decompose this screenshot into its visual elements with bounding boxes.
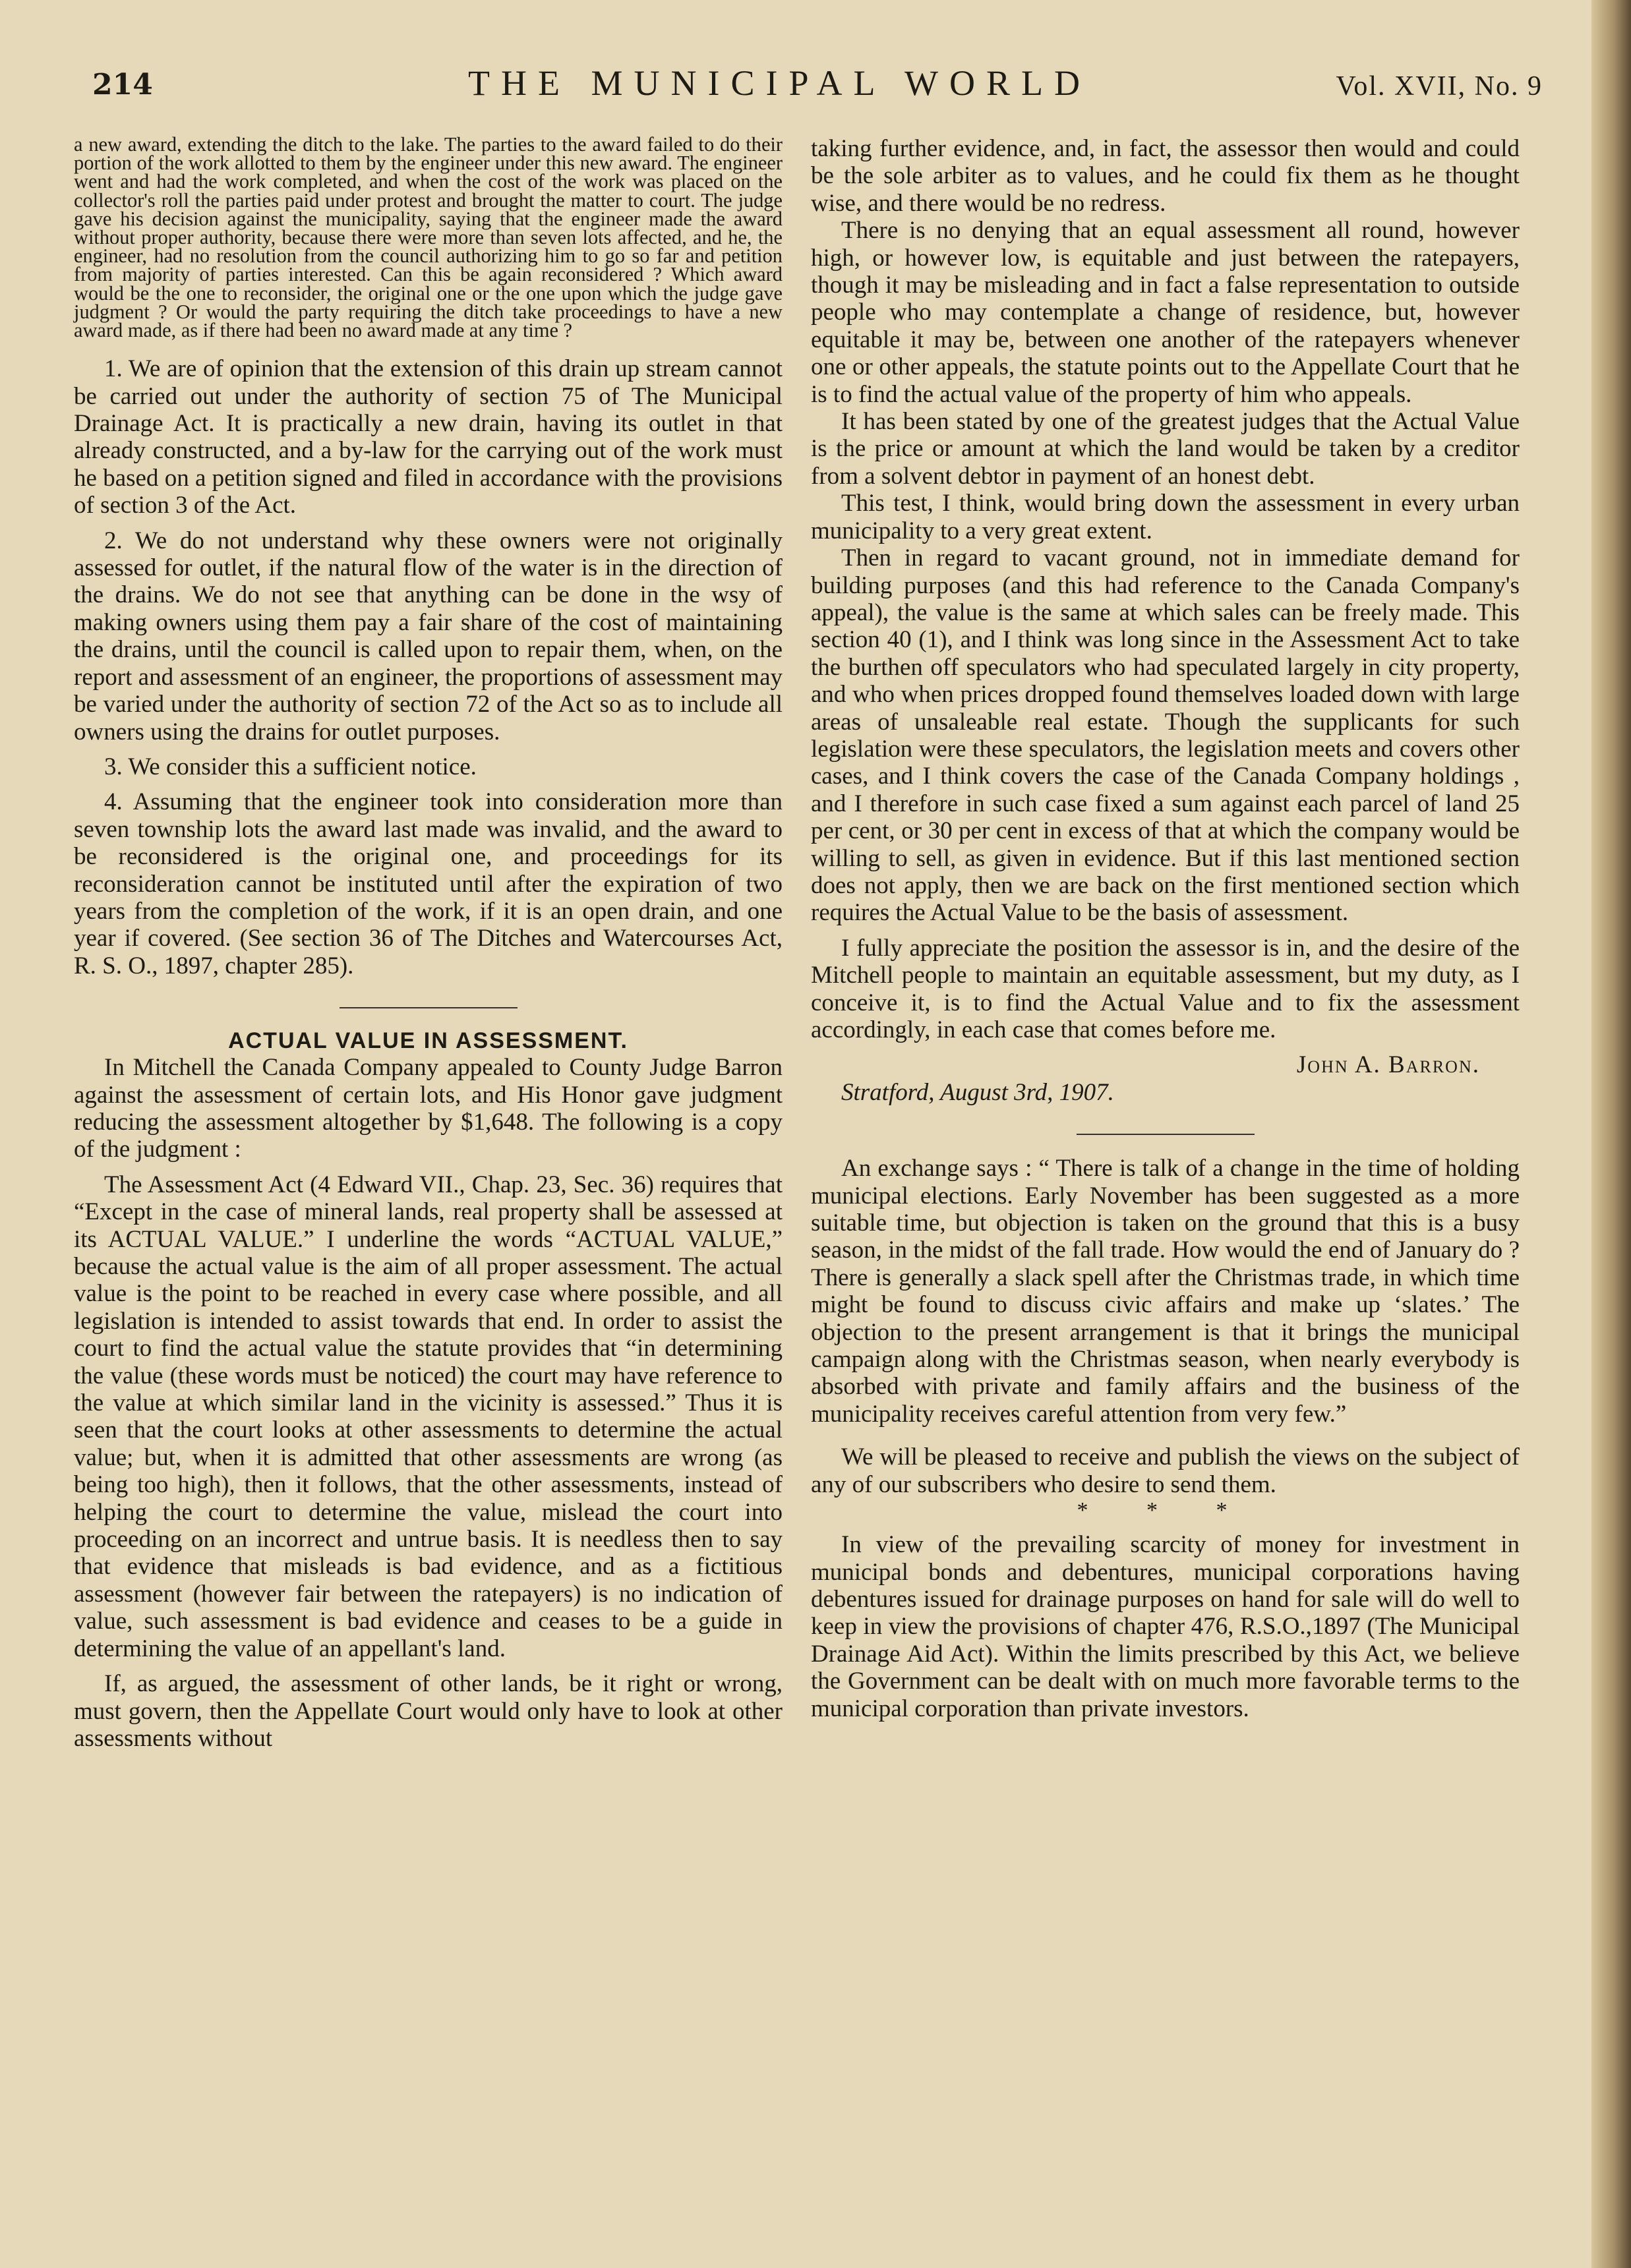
section-divider-right bbox=[1077, 1134, 1255, 1135]
judgment-paragraph-4: It has been stated by one of the greatest judges that the Actual Value is the price or amount at which the land would be taken by a creditor from a solvent debtor in payment of an honest debt. bbox=[811, 408, 1520, 490]
judgment-paragraph-2: If, as argued, the assessment of other lands, be it right or wrong, must govern, then the Appellate Court would only have to look at other assessments without bbox=[74, 1670, 783, 1752]
views-paragraph: We will be pleased to receive and publish the views on the subject of any of our subscribers who desire to send them. bbox=[811, 1443, 1520, 1498]
judgment-continuation: taking further evidence, and, in fact, the assessor then would and could be the sole arbiter as to values, and he could fix them as he thought wise, and there would be no redress. bbox=[811, 135, 1520, 217]
question-text: a new award, extending the ditch to the lake. The parties to the award failed to do their portion of the work allotted to them by the engineer under this new award. The engineer went and had the work completed, and when the cost of the work was placed on the collector's roll the parties paid under protest and brought the matter to court. The judge gave his decision against the municipality, saying that the engineer made the award without proper authority, because there were more than seven lots affected, and he, the engineer, had no resolution from the council authorizing him to go so far and petition from majority of parties interested. Can this be again reconsidered ? Which award would be the one to reconsider, the original one or the one upon which the judge gave judgment ? Or would the party requiring the ditch take proceedings to have a new award made, as if there had been no award made at any time ? bbox=[74, 133, 783, 342]
article-intro: In Mitchell the Canada Company appealed to County Judge Barron against the assessment of certain lots, and His Honor gave judgment reducing the assessment altogether by $1,648. The following is a copy of the judgment : bbox=[74, 1054, 783, 1163]
judgment-paragraph-5: This test, I think, would bring down the assessment in every urban municipality to a very great extent. bbox=[811, 490, 1520, 544]
left-column bbox=[74, 135, 783, 1752]
judgment-paragraph-7: I fully appreciate the position the assessor is in, and the desire of the Mitchell people to maintain an equitable assessment, but my duty, as I conceive it, is to find the Actual Value and to fix the assessment accordingly, in each case that comes before me. bbox=[811, 934, 1520, 1043]
answer-1: 1. We are of opinion that the extension of this drain up stream cannot be carried out under the authority of section 75 of The Municipal Drainage Act. It is practically a new drain, having its outlet in that already constructed, and a by-law for the carrying out of the work must he based on a petition signed and filed in accordance with the provisions of section 3 of the Act. bbox=[74, 355, 783, 519]
section-divider bbox=[340, 1007, 518, 1008]
signature: John A. Barron. bbox=[1296, 1051, 1480, 1079]
judgment-paragraph-3: There is no denying that an equal assessment all round, however high, or however low, is equitable and just between the ratepayers, though it may be misleading and in fact a false representation to outside people who may contemplate a change of residence, but, however equitable it may be, between one another of the ratepayers whenever one or other appeals, the statute points out to the Appellate Court that he is to find the actual value of the property of him who appeals. bbox=[811, 217, 1520, 408]
answer-4: 4. Assuming that the engineer took into consideration more than seven township lots the award last made was invalid, and the award to be reconsidered is the original one, and proceedings for its reconsideration cannot be instituted until after the expiration of two years from the completion of the work, if it is an open drain, and one year if covered. (See section 36 of The Ditches and Watercourses Act, R. S. O., 1897, chapter 285). bbox=[74, 788, 783, 979]
drainage-paragraph: In view of the prevailing scarcity of money for investment in municipal bonds and debentures, municipal corporations having debentures issued for drainage purposes on hand for sale will do well to keep in view the provisions of chapter 476, R.S.O.,1897 (The Municipal Drainage Aid Act). Within the limits prescribed by this Act, we believe the Government can be dealt with on much more favorable terms to the municipal corporation than private investors. bbox=[811, 1531, 1520, 1722]
answer-2: 2. We do not understand why these owners were not originally assessed for outlet, if the natural flow of the water is in the direction of the drains. We do not see that anything can be done in the wsy of making owners using them pay a fair share of the cost of maintaining the drains, until the council is called upon to repair them, when, on the report and assessment of an engineer, the proportions of assessment may be varied under the authority of section 72 of the Act so as to include all owners using the drains for outlet purposes. bbox=[74, 527, 783, 745]
page-header bbox=[92, 63, 1543, 115]
right-column bbox=[811, 135, 1520, 1722]
volume-issue: Vol. XVII, No. 9 bbox=[1336, 71, 1543, 102]
exchange-paragraph: An exchange says : “ There is talk of a change in the time of holding municipal elections. Early November has been suggested as a more suitable time, but objection is taken on the ground that this is a busy season, in the midst of the fall trade. How would the end of January do ? There is generally a slack spell after the Christmas trade, in which time might be found to discuss civic affairs and make up ‘slates.’ The objection to the present arrangement is that it brings the municipal campaign along with the Christmas season, when nearly everybody is absorbed with private and family affairs and the business of the municipality receives careful attention from very few.” bbox=[811, 1155, 1520, 1428]
publication-title: THE MUNICIPAL WORLD bbox=[468, 63, 1092, 103]
page-binding-shadow bbox=[1591, 0, 1631, 2268]
answer-3: 3. We consider this a sufficient notice. bbox=[104, 753, 477, 780]
judgment-paragraph-1: The Assessment Act (4 Edward VII., Chap. 23, Sec. 36) requires that “Except in the case of mineral lands, real property shall be assessed at its ACTUAL VALUE.” I underline the words “ACTUAL VALUE,” because the actual value is the aim of all proper assessment. The actual value is the point to be reached in every case where possible, and all legislation is intended to assist towards that end. In order to assist the court to find the actual value the statute provides that “in determining the value (these words must be noticed) the court may have reference to the value at which similar land in the vicinity is assessed.” Thus it is seen that the court looks at other assessments to determine the actual value; but, when it is admitted that other assessments are wrong (as being too high), then it follows, that the other assessments, instead of helping the court to determine the value, mislead the court into proceeding on an incorrect and untrue basis. It is needless then to say that evidence that misleads is bad evidence, and as a fictitious assessment (however fair between the ratepayers) is no indication of value, such assessment is bad evidence and ceases to be a guide in determining the value of an appellant's land. bbox=[74, 1171, 783, 1662]
article-heading: ACTUAL VALUE IN ASSESSMENT. bbox=[228, 1028, 628, 1054]
dateline: Stratford, August 3rd, 1907. bbox=[841, 1078, 1114, 1106]
asterism: * * * bbox=[1077, 1498, 1254, 1523]
page-number: 214 bbox=[92, 68, 153, 102]
judgment-paragraph-6: Then in regard to vacant ground, not in immediate demand for building purposes (and this had reference to the Canada Company's appeal), the value is the same at which sales can be freely made. This section 40 (1), and I think was long since in the Assessment Act to take the burthen off speculators who had speculated largely in city property, and who when prices dropped found themselves loaded down with large areas of unsaleable real estate. Though the supplicants for such legislation were these speculators, the legislation meets and covers other cases, and I think covers the case of the Canada Company holdings , and I therefore in such case fixed a sum against each parcel of land 25 per cent, or 30 per cent in excess of that at which the company would be willing to sell, as given in evidence. But if this last mentioned section does not apply, then we are back on the first mentioned section which requires the Actual Value to be the basis of assessment. bbox=[811, 544, 1520, 927]
